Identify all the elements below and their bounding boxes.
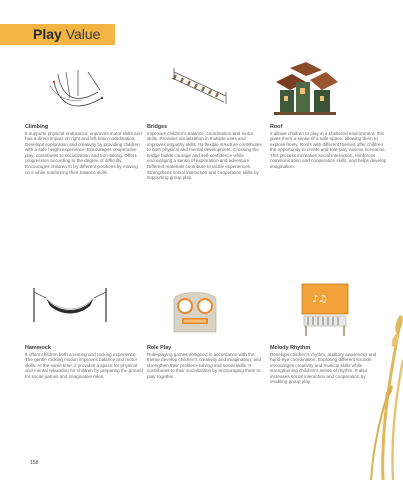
- wheat-decoration: [343, 310, 403, 480]
- title-bold: Play: [33, 26, 62, 42]
- role-play-image: [170, 284, 220, 334]
- hammock-image: [32, 282, 108, 328]
- roof-image: [270, 60, 340, 120]
- page-number: 158: [30, 460, 39, 466]
- roof-text: It allows children to play in a sheltered environment, this gives them a sense of a safe space, allowing them to explore freely. Roofs with different themes offer children the opportunity to create and role-play various scenarios. This process increases social interaction, reinforces communication and cooperation skills, and helps develop imagination.: [270, 130, 387, 170]
- bridges-section: [147, 124, 265, 181]
- role-play-section: [147, 345, 265, 379]
- climbing-image: [48, 68, 110, 116]
- melody-rhythm-text: Develops children's rhythm, auditory awareness and hand-eye coordination. Exploring different sounds encourages creativity and musical skills while strengthening children's sense of rhythm. It also increases social interaction and cooperation by enabling group play.: [270, 351, 377, 385]
- climbing-title: Climbing: [25, 124, 49, 130]
- melody-rhythm-title: Melody Rhythm: [270, 345, 311, 351]
- role-play-title: Role Play: [147, 345, 172, 351]
- roof-section: [270, 124, 388, 170]
- hammock-section: [25, 345, 143, 379]
- climbing-text: It supports physical endurance, improves motor skills and has a direct impact on right and left brain coordination. Develops exploration and creativity by providing children with a safe height experience. Encourages cooperative play; contributes to socialization and turn-taking. Offers progression according to the degree of difficulty. Encourages children to try different positions by moving on it while reinforcing their balance skills.: [25, 130, 142, 175]
- page-title: [33, 25, 100, 44]
- bridges-text: Improves children's balance, coordination and motor skills. Provides socialization in multiple uses and improves empathy skills. Its flexible structure contributes to both physical and mental development. Crossing the bridge builds courage and self-confidence while encouraging a sense of exploration and adventure. Different materials contribute to tactile experiences. Strengthens social interaction and cooperation skills by supporting group play.: [147, 130, 262, 181]
- hammock-text: It offers children both a resting and rocking experience. The gentle rocking motion improves balance and motor skills. At the same time, it provides a space for physical and mental relaxation for children by preparing the ground for social games and imaginative roles.: [25, 351, 143, 379]
- roof-title: Roof: [270, 124, 283, 130]
- svg-text:♪♫: ♪♫: [312, 294, 328, 305]
- bridges-image: [170, 66, 230, 106]
- title-light: Value: [65, 26, 101, 42]
- climbing-section: [25, 124, 143, 175]
- bridges-title: Bridges: [147, 124, 168, 130]
- hammock-title: Hammock: [25, 345, 51, 351]
- role-play-text: Role-playing games designed in accordance with the theme develop children's creativity and imagination, and strengthen their problem-solving and social skills. It contributes to their socialization by encouraging them to play together.: [147, 351, 262, 379]
